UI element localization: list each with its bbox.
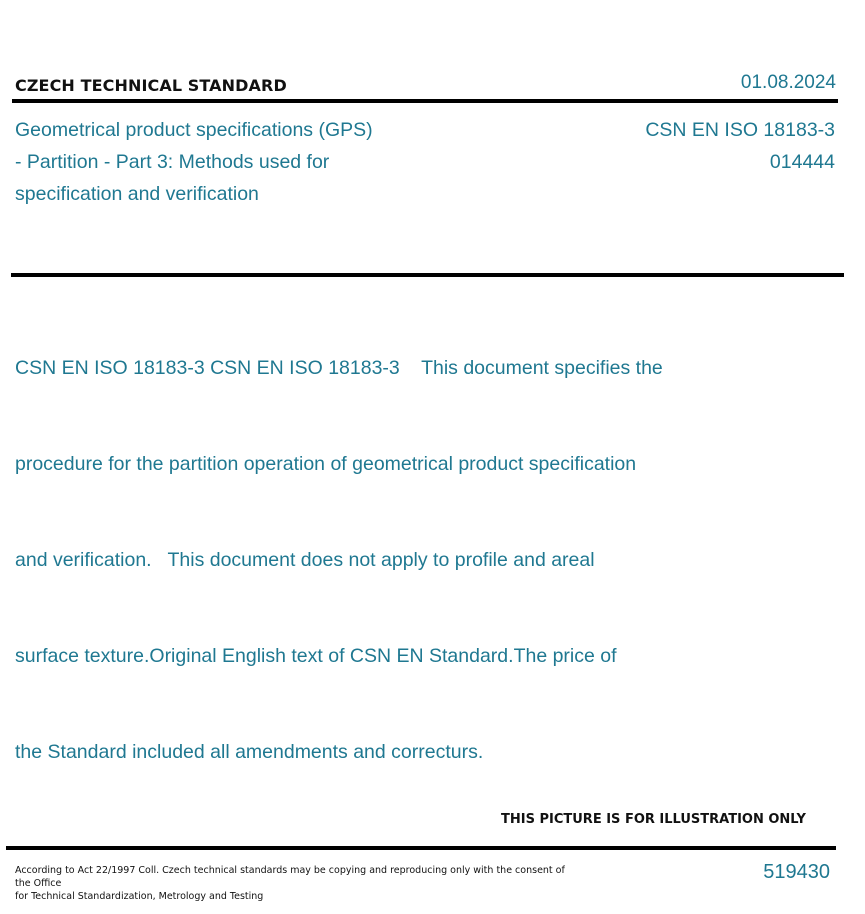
- abstract-line: CSN EN ISO 18183-3 CSN EN ISO 18183-3 This document specifies the: [15, 357, 663, 379]
- abstract-line: procedure for the partition operation of geometrical product specification: [15, 453, 637, 475]
- abstract: [15, 288, 735, 800]
- abstract-line: and verification. This document does not apply to profile and areal: [15, 549, 595, 571]
- abstract-line: surface texture.Original English text of CSN EN Standard.The price of: [15, 645, 617, 667]
- standard-identifier: [645, 114, 835, 178]
- title-line: - Partition - Part 3: Methods used for: [15, 151, 330, 173]
- publication-date: 01.08.2024: [740, 72, 836, 93]
- illustration-note: THIS PICTURE IS FOR ILLUSTRATION ONLY: [501, 812, 806, 827]
- standard-title: [15, 114, 445, 210]
- top-divider: [12, 99, 838, 103]
- legal-line: According to Act 22/1997 Coll. Czech technical standards may be copying and reproducing only with the consent of the Office: [15, 865, 565, 889]
- middle-divider: [11, 273, 844, 277]
- legal-line: for Technical Standardization, Metrology and Testing: [15, 891, 264, 902]
- title-line: specification and verification: [15, 183, 259, 205]
- standard-code: CSN EN ISO 18183-3: [645, 119, 835, 141]
- standard-number: 014444: [769, 151, 835, 173]
- catalog-number: 519430: [763, 861, 830, 883]
- bottom-divider: [6, 846, 836, 850]
- legal-notice: [15, 864, 580, 903]
- standard-type-heading: CZECH TECHNICAL STANDARD: [15, 76, 287, 95]
- title-line: Geometrical product specifications (GPS): [15, 119, 373, 141]
- abstract-line: the Standard included all amendments and correcturs.: [15, 741, 484, 763]
